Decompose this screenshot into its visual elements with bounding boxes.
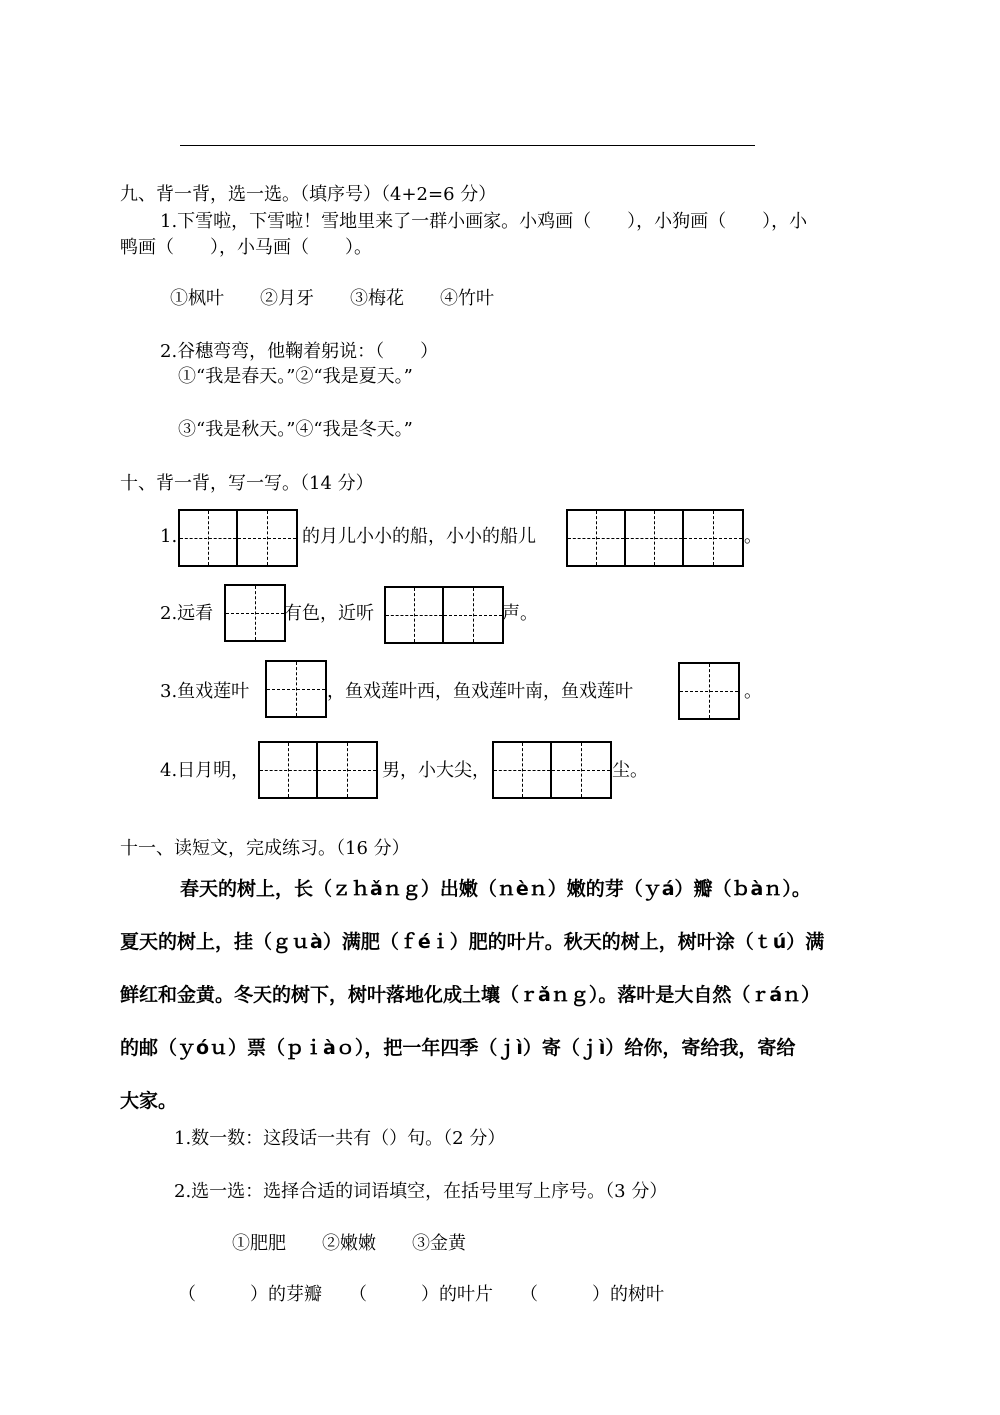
- q11-2-blanks[interactable]: （ ）的芽瓣 （ ）的叶片 （ ）的树叶: [178, 1284, 664, 1305]
- q10-1-writing-grid-b[interactable]: [566, 509, 744, 567]
- writing-cell[interactable]: [494, 743, 552, 797]
- q10-2-writing-grid-b[interactable]: [384, 586, 504, 644]
- section9-title: 九、背一背，选一选。（填序号）（4+2=6 分）: [120, 184, 497, 205]
- q10-2-text: 有色，近听: [284, 603, 374, 624]
- q10-3-text: ，鱼戏莲叶西，鱼戏莲叶南，鱼戏莲叶: [327, 681, 633, 702]
- q10-3-writing-grid-a[interactable]: [265, 660, 327, 718]
- q9-1-options: ①枫叶 ②月牙 ③梅花 ④竹叶: [170, 288, 494, 309]
- q9-2-options-b: ③“我是秋天。”④“我是冬天。”: [178, 419, 413, 440]
- q11-1: 1.数一数：这段话一共有（）句。（2 分）: [174, 1128, 506, 1149]
- q10-4-writing-grid-b[interactable]: [492, 741, 612, 799]
- q11-2-options: ①肥肥 ②嫩嫩 ③金黄: [232, 1233, 466, 1254]
- q10-3-start: 3.鱼戏莲叶: [160, 681, 250, 702]
- q10-2-end: 声。: [502, 603, 538, 624]
- passage-line-4: 的邮（ｙóｕ）票（ｐｉàｏ），把一年四季（ｊì）寄（ｊì）给你，寄给我，寄给: [120, 1037, 796, 1059]
- q9-1-line1: 1.下雪啦，下雪啦！雪地里来了一群小画家。小鸡画（ ），小狗画（ ），小: [160, 211, 808, 232]
- q10-1-text: 的月儿小小的船，小小的船儿: [302, 526, 536, 547]
- q11-2: 2.选一选：选择合适的词语填空，在括号里写上序号。（3 分）: [174, 1181, 668, 1202]
- q10-2-start: 2.远看: [160, 603, 214, 624]
- writing-cell[interactable]: [568, 511, 626, 565]
- writing-cell[interactable]: [318, 743, 376, 797]
- passage-line-2: 夏天的树上，挂（ｇｕà）满肥（ｆéｉ）肥的叶片。秋天的树上，树叶涂（ｔú）满: [120, 931, 825, 953]
- q10-2-writing-grid-a[interactable]: [224, 584, 286, 642]
- writing-cell[interactable]: [267, 662, 325, 716]
- q9-2-stem: 2.谷穗弯弯，他鞠着躬说：（ ）: [160, 341, 439, 362]
- q10-4-text: 男，小大尖，: [382, 760, 490, 781]
- q10-4-start: 4.日月明，: [160, 760, 250, 781]
- q10-3-writing-grid-b[interactable]: [678, 662, 740, 720]
- q9-2-options-a: ①“我是春天。”②“我是夏天。”: [178, 366, 413, 387]
- writing-cell[interactable]: [684, 511, 742, 565]
- q9-1-line2: 鸭画（ ），小马画（ ）。: [120, 237, 372, 258]
- passage-line-1: 春天的树上，长（ｚｈǎｎｇ）出嫩（ｎèｎ）嫩的芽（ｙá）瓣（ｂàｎ）。: [180, 878, 811, 900]
- q10-3-end: 。: [744, 681, 762, 702]
- q10-1-writing-grid-a[interactable]: [178, 509, 298, 567]
- q10-1-end: 。: [744, 526, 762, 547]
- writing-cell[interactable]: [226, 586, 284, 640]
- section10-title: 十、背一背，写一写。（14 分）: [120, 473, 374, 494]
- passage-line-3: 鲜红和金黄。冬天的树下，树叶落地化成土壤（ｒǎｎｇ）。落叶是大自然（ｒáｎ）: [120, 984, 821, 1006]
- writing-cell[interactable]: [180, 511, 238, 565]
- q10-1-number: 1.: [160, 526, 178, 547]
- writing-cell[interactable]: [386, 588, 444, 642]
- section11-title: 十一、读短文，完成练习。（16 分）: [120, 838, 410, 859]
- writing-cell[interactable]: [552, 743, 610, 797]
- writing-cell[interactable]: [626, 511, 684, 565]
- header-rule: [180, 145, 755, 146]
- q10-4-writing-grid-a[interactable]: [258, 741, 378, 799]
- passage-line-5: 大家。: [120, 1090, 178, 1112]
- writing-cell[interactable]: [444, 588, 502, 642]
- writing-cell[interactable]: [680, 664, 738, 718]
- writing-cell[interactable]: [238, 511, 296, 565]
- q10-4-end: 尘。: [612, 760, 648, 781]
- writing-cell[interactable]: [260, 743, 318, 797]
